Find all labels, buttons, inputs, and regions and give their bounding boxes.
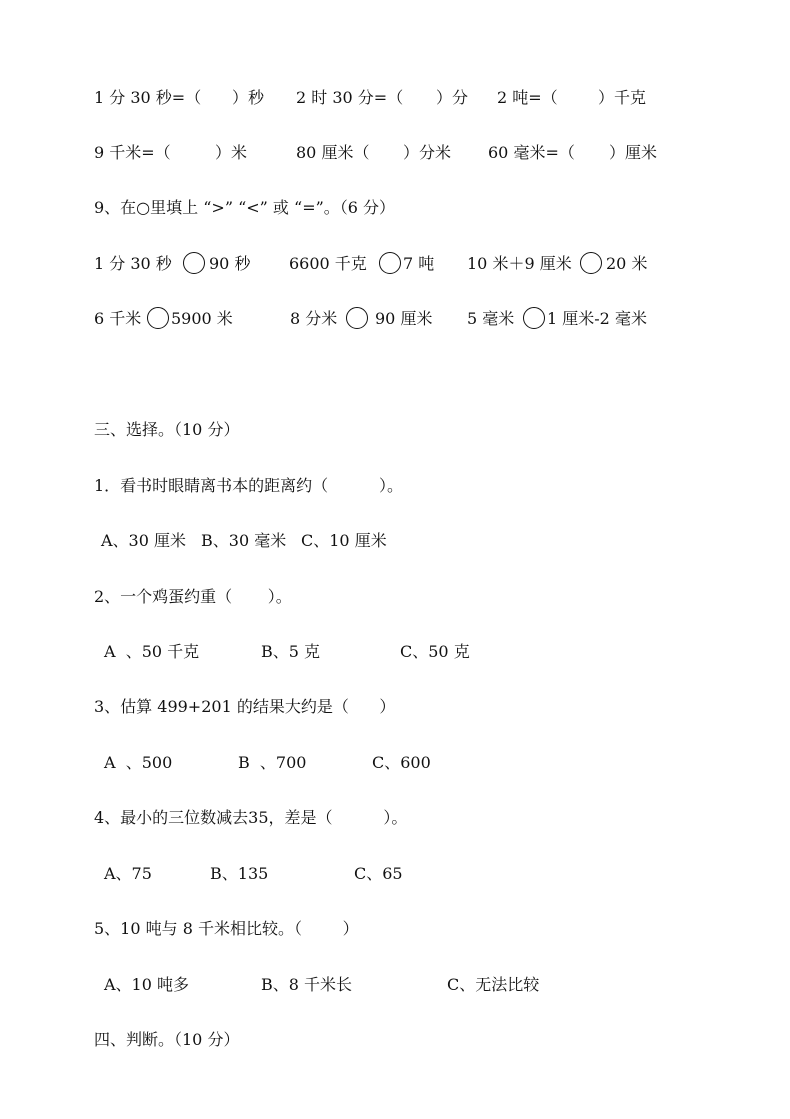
choice-3-option-b: B 、700 — [238, 753, 307, 772]
conversion-5-right: ）分米 — [403, 143, 452, 162]
conversion-4-left: 9 千米=（ — [94, 143, 171, 162]
choice-1-option-b: B、30 毫米 — [201, 531, 287, 550]
conversion-6-left: 60 毫米=（ — [488, 143, 575, 162]
compare-5-left: 8 分米 — [290, 309, 338, 328]
choice-3-option-c: C、600 — [372, 753, 431, 772]
choice-5-option-c: C、无法比较 — [447, 975, 540, 994]
choice-question-4: 4、最小的三位数减去35，差是（ ）。 — [94, 808, 408, 827]
choice-2-option-c: C、50 克 — [400, 642, 470, 661]
conversion-6-right: ）厘米 — [609, 143, 658, 162]
compare-4-right: 5900 米 — [171, 309, 233, 328]
choice-3-option-a: A 、500 — [104, 753, 173, 772]
compare-3-left: 10 米＋9 厘米 — [467, 254, 572, 273]
compare-circle-2[interactable] — [379, 252, 401, 274]
choice-question-1: 1．看书时眼睛离书本的距离约（ ）。 — [94, 476, 404, 495]
compare-circle-3[interactable] — [580, 252, 602, 274]
choice-5-option-a: A、10 吨多 — [104, 975, 190, 994]
compare-3-right: 20 米 — [606, 254, 648, 273]
choice-question-2: 2、一个鸡蛋约重（ ）。 — [94, 587, 292, 606]
question-9-title: 9、在○里填上 “>” “<” 或 “=”。（6 分） — [94, 198, 396, 217]
compare-5-right: 90 厘米 — [375, 309, 433, 328]
compare-2-left: 6600 千克 — [289, 254, 367, 273]
choice-4-option-c: C、65 — [354, 864, 403, 883]
compare-1-left: 1 分 30 秒 — [94, 254, 172, 273]
choice-5-option-b: B、8 千米长 — [261, 975, 353, 994]
compare-circle-4[interactable] — [147, 307, 169, 329]
compare-6-left: 5 毫米 — [467, 309, 515, 328]
compare-6-right: 1 厘米-2 毫米 — [547, 309, 647, 328]
compare-circle-1[interactable] — [183, 252, 205, 274]
conversion-5-left: 80 厘米（ — [296, 143, 370, 162]
choice-4-option-b: B、135 — [210, 864, 269, 883]
conversion-1-right: ）秒 — [232, 88, 265, 107]
conversion-3-left: 2 吨=（ — [497, 88, 558, 107]
conversion-2-left: 2 时 30 分=（ — [296, 88, 404, 107]
choice-question-3: 3、估算 499+201 的结果大约是（ ） — [94, 697, 396, 716]
choice-1-option-c: C、10 厘米 — [301, 531, 387, 550]
section-4-title: 四、判断。（10 分） — [94, 1030, 240, 1049]
compare-circle-6[interactable] — [523, 307, 545, 329]
choice-2-option-a: A 、50 千克 — [104, 642, 200, 661]
conversion-2-right: ）分 — [436, 88, 469, 107]
choice-4-option-a: A、75 — [104, 864, 152, 883]
compare-circle-5[interactable] — [346, 307, 368, 329]
compare-2-right: 7 吨 — [403, 254, 435, 273]
choice-question-5: 5、10 吨与 8 千米相比较。（ ） — [94, 919, 359, 938]
choice-1-option-a: A、30 厘米 — [101, 531, 187, 550]
conversion-4-right: ）米 — [215, 143, 248, 162]
choice-2-option-b: B、5 克 — [261, 642, 321, 661]
conversion-1-left: 1 分 30 秒=（ — [94, 88, 202, 107]
conversion-3-right: ）千克 — [598, 88, 647, 107]
section-3-title: 三、选择。（10 分） — [94, 420, 240, 439]
compare-1-right: 90 秒 — [209, 254, 251, 273]
compare-4-left: 6 千米 — [94, 309, 142, 328]
